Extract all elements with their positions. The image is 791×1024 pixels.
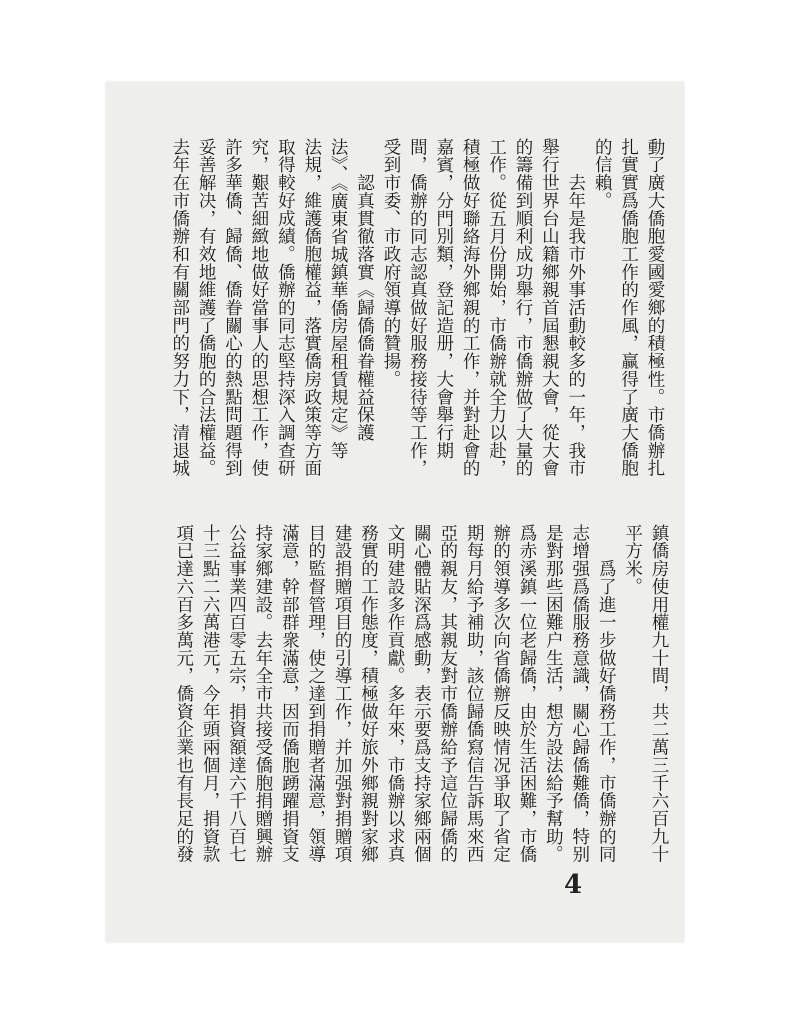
text-column: 認真貫徹落實《歸僑僑眷權益保護 (354, 138, 375, 442)
text-column: 嘉賓，分門別類，登記造册，大會舉行期 (433, 138, 454, 460)
text-column: 的籌備到順利成功舉行，市僑辦做了大量的 (512, 138, 533, 478)
text-column: 建設捐贈項目的引導工作，并加强對捐贈項 (332, 524, 353, 864)
text-column: 法》、《廣東省城鎮華僑房屋租賃規定》等 (328, 138, 349, 460)
text-column: 務實的工作態度，積極做好旅外鄉親對家鄉 (358, 524, 379, 864)
page-number: 4 (564, 870, 583, 900)
text-column: 十三點二六萬港元，今年頭兩個月，捐資款 (200, 524, 221, 864)
text-column: 辦的領導多次向省僑辦反映情况爭取了省定 (490, 524, 511, 864)
text-column: 平方米。 (622, 524, 643, 596)
text-column: 文明建設多作貢獻。多年來，市僑辦以求真 (384, 524, 405, 864)
text-column: 亞的親友，其親友對市僑辦給予這位歸僑的 (437, 524, 458, 864)
text-column: 法規，維護僑胞權益，落實僑房政策等方面 (301, 138, 322, 478)
text-column: 持家鄉建設。去年全市共接受僑胞捐贈興辦 (252, 524, 273, 864)
text-column: 去年在市僑辦和有關部門的努力下，清退城 (169, 138, 190, 478)
text-column: 扎實實爲僑胞工作的作風，赢得了廣大僑胞 (618, 138, 639, 478)
text-column: 動了廣大僑胞愛國愛鄉的積極性。市僑辦扎 (645, 138, 665, 478)
text-column: 的信賴。 (592, 138, 613, 210)
text-column: 許多華僑、歸僑、僑眷關心的熱點問題得到 (222, 138, 243, 478)
text-column: 工作。從五月份開始，市僑辦就全力以赴， (486, 138, 507, 478)
text-column: 受到市委、市政府領導的贊揚。 (380, 138, 401, 388)
text-column: 爲赤溪鎮一位老歸僑，由於生活困難，市僑 (516, 524, 537, 864)
text-column: 鎮僑房使用權九十間，共二萬三千六百九十 (649, 524, 669, 864)
document-page (106, 82, 684, 942)
text-column: 究，艱苦細緻地做好當事人的思想工作，使 (248, 138, 269, 478)
text-column: 爲了進一步做好僑務工作，市僑辦的同 (596, 524, 617, 864)
text-column: 目的監督管理，使之達到捐贈者滿意，領導 (305, 524, 326, 864)
text-column: 間，僑辦的同志認真做好服務接待等工作， (407, 138, 428, 478)
text-column: 取得較好成績。僑辦的同志堅持深入調查研 (275, 138, 296, 478)
text-column: 公益事業四百零五宗，捐資額達六千八百七 (226, 524, 247, 864)
text-column: 積極做好聯絡海外鄉親的工作，并對赴會的 (460, 138, 481, 478)
text-column: 滿意，幹部群衆滿意，因而僑胞踴躍捐資支 (279, 524, 300, 864)
text-column: 妥善解决，有效地維護了僑胞的合法權益。 (196, 138, 217, 478)
text-block-bottom (170, 524, 672, 914)
text-column: 舉行世界台山籍鄉親首屆懇親大會，從大會 (539, 138, 560, 478)
text-column: 去年是我市外事活動較多的一年，我市 (565, 138, 586, 478)
text-column: 是對那些困難户生活，想方設法給予幫助。 (543, 524, 564, 864)
text-column: 關心體貼深爲感動，表示要爲支持家鄉兩個 (411, 524, 432, 864)
text-column: 志增强爲僑服務意識，關心歸僑難僑，特别 (569, 524, 590, 864)
text-column: 期每月給予補助，該位歸僑寫信告訴馬來西 (464, 524, 485, 864)
text-column: 項已達六百多萬元，僑資企業也有長足的發 (173, 524, 194, 864)
text-block-top (166, 138, 668, 518)
